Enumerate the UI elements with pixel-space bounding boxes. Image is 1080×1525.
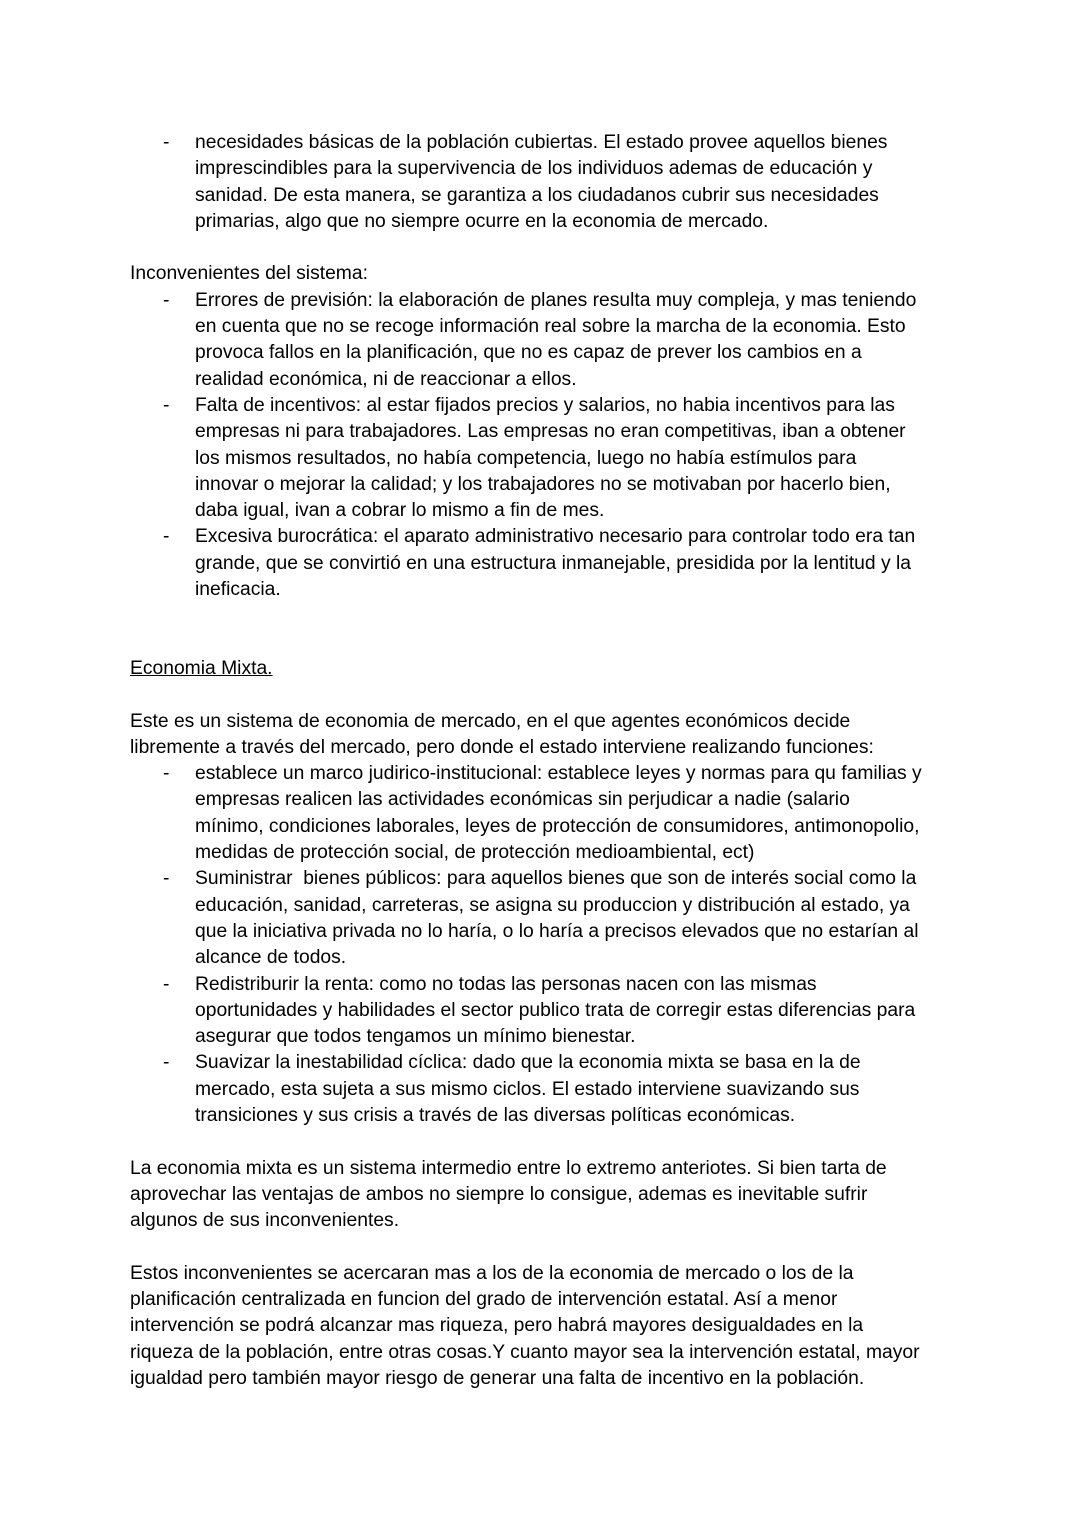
text-line: mínimo, condiciones laborales, leyes de protección de consumidores, antimonopolio,	[195, 815, 920, 837]
bullet-item	[130, 524, 980, 603]
bullet-item	[130, 972, 980, 1051]
text-line: necesidades básicas de la población cubiertas. El estado provee aquellos bienes	[195, 132, 888, 153]
text-line: innovar o mejorar la calidad; y los trabajadores no se motivaban por hacerlo bien,	[195, 473, 891, 495]
text-line: Inconvenientes del sistema:	[130, 263, 368, 285]
text-line: planificación centralizada en funcion del grado de intervención estatal. Así a menor	[130, 1289, 838, 1311]
text-line: ineficacia.	[195, 579, 281, 601]
text-line: libremente a través del mercado, pero donde el estado interviene realizando funciones:	[130, 736, 874, 758]
blank-line	[130, 603, 980, 629]
blank-line	[130, 630, 980, 656]
text-line: Excesiva burocrática: el aparato administrativo necesario para controlar todo era tan	[195, 526, 916, 548]
text-line: educación, sanidad, carreteras, se asigna su produccion y distribución al estado, ya	[195, 894, 910, 916]
blank-line	[130, 1234, 980, 1260]
text-line: Suministrar bienes públicos: para aquellos bienes que son de interés social como la	[195, 868, 917, 890]
text-line: oportunidades y habilidades el sector publico trata de corregir estas diferencias para	[195, 999, 916, 1021]
bullet-item	[130, 288, 980, 393]
bullet-item	[130, 761, 980, 866]
text-line: Estos inconvenientes se acercaran mas a los de la economia de mercado o los de la	[130, 1262, 854, 1284]
section-heading	[130, 656, 980, 682]
text-line: realidad económica, ni de reaccionar a ellos.	[195, 368, 577, 390]
bullet-item	[130, 393, 980, 524]
text-line: los mismos resultados, no había competencia, luego no había estímulos para	[195, 447, 857, 469]
bullet-dash: -	[163, 973, 170, 995]
blank-line	[130, 682, 980, 708]
bullet-item	[130, 1050, 980, 1129]
blank-line	[130, 235, 980, 261]
text-line: mercado, esta sujeta a sus mismo ciclos. El estado interviene suavizando sus	[195, 1078, 860, 1100]
text-line: que la iniciativa privada no lo haría, o lo haría a precisos elevados que no estarían al	[195, 920, 919, 942]
text-line: medidas de protección social, de protección medioambiental, ect)	[195, 842, 755, 864]
bullet-dash: -	[163, 394, 170, 416]
paragraph	[130, 261, 980, 287]
blank-line	[130, 1129, 980, 1155]
text-line: La economia mixta es un sistema intermedio entre lo extremo anteriotes. Si bien tarta de	[130, 1157, 887, 1179]
text-line: igualdad pero también mayor riesgo de generar una falta de incentivo en la población.	[130, 1367, 865, 1389]
bullet-dash: -	[163, 1052, 170, 1074]
text-line: algunos de sus inconvenientes.	[130, 1210, 400, 1232]
paragraph	[130, 1261, 980, 1392]
text-line: sanidad. De esta manera, se garantiza a los ciudadanos cubrir sus necesidades	[195, 184, 879, 206]
paragraph	[130, 709, 980, 762]
text-line: empresas ni para trabajadores. Las empresas no eran competitivas, iban a obtener	[195, 421, 906, 443]
text-line: empresas realicen las actividades económicas sin perjudicar a nadie (salario	[195, 789, 850, 811]
text-line: alcance de todos.	[195, 947, 347, 969]
paragraph	[130, 1156, 980, 1235]
text-line: en cuenta que no se recoge información real sobre la marcha de la economia. Esto	[195, 316, 906, 338]
text-line: Redistriburir la renta: como no todas las personas nacen con las mismas	[195, 973, 817, 995]
text-line: provoca fallos en la planificación, que no es capaz de prever los cambios en a	[195, 342, 862, 364]
text-line: Economia Mixta.	[130, 657, 273, 679]
text-line: transiciones y sus crisis a través de las diversas políticas económicas.	[195, 1104, 796, 1126]
text-line: aprovechar las ventajas de ambos no siempre lo consigue, ademas es inevitable sufrir	[130, 1183, 868, 1205]
text-line: daba igual, ivan a cobrar lo mismo a fin de mes.	[195, 500, 605, 522]
text-line: asegurar que todos tengamos un mínimo bienestar.	[195, 1026, 636, 1048]
bullet-dash: -	[163, 868, 170, 890]
bullet-item	[130, 866, 980, 971]
bullet-item	[130, 130, 980, 235]
text-line: establece un marco judirico-institucional: establece leyes y normas para qu familias y	[195, 763, 922, 785]
text-line: Errores de previsión: la elaboración de planes resulta muy compleja, y mas teniendo	[195, 289, 917, 311]
text-line: imprescindibles para la supervivencia de los individuos ademas de educación y	[195, 158, 873, 180]
bullet-dash: -	[163, 132, 170, 153]
bullet-dash: -	[163, 289, 170, 311]
document-page	[130, 130, 980, 1392]
text-line: Suavizar la inestabilidad cíclica: dado que la economia mixta se basa en la de	[195, 1052, 861, 1074]
text-line: riqueza de la población, entre otras cosas.Y cuanto mayor sea la intervención estatal, mayor	[130, 1341, 920, 1363]
bullet-dash: -	[163, 526, 170, 548]
text-line: Falta de incentivos: al estar fijados precios y salarios, no habia incentivos para las	[195, 394, 895, 416]
text-line: Este es un sistema de economia de mercado, en el que agentes económicos decide	[130, 710, 851, 732]
text-line: primarias, algo que no siempre ocurre en la economia de mercado.	[195, 210, 769, 232]
text-line: intervención se podrá alcanzar mas riqueza, pero habrá mayores desigualdades en la	[130, 1315, 864, 1337]
text-line: grande, que se convirtió en una estructura inmanejable, presidida por la lentitud y la	[195, 552, 911, 574]
bullet-dash: -	[163, 763, 170, 785]
